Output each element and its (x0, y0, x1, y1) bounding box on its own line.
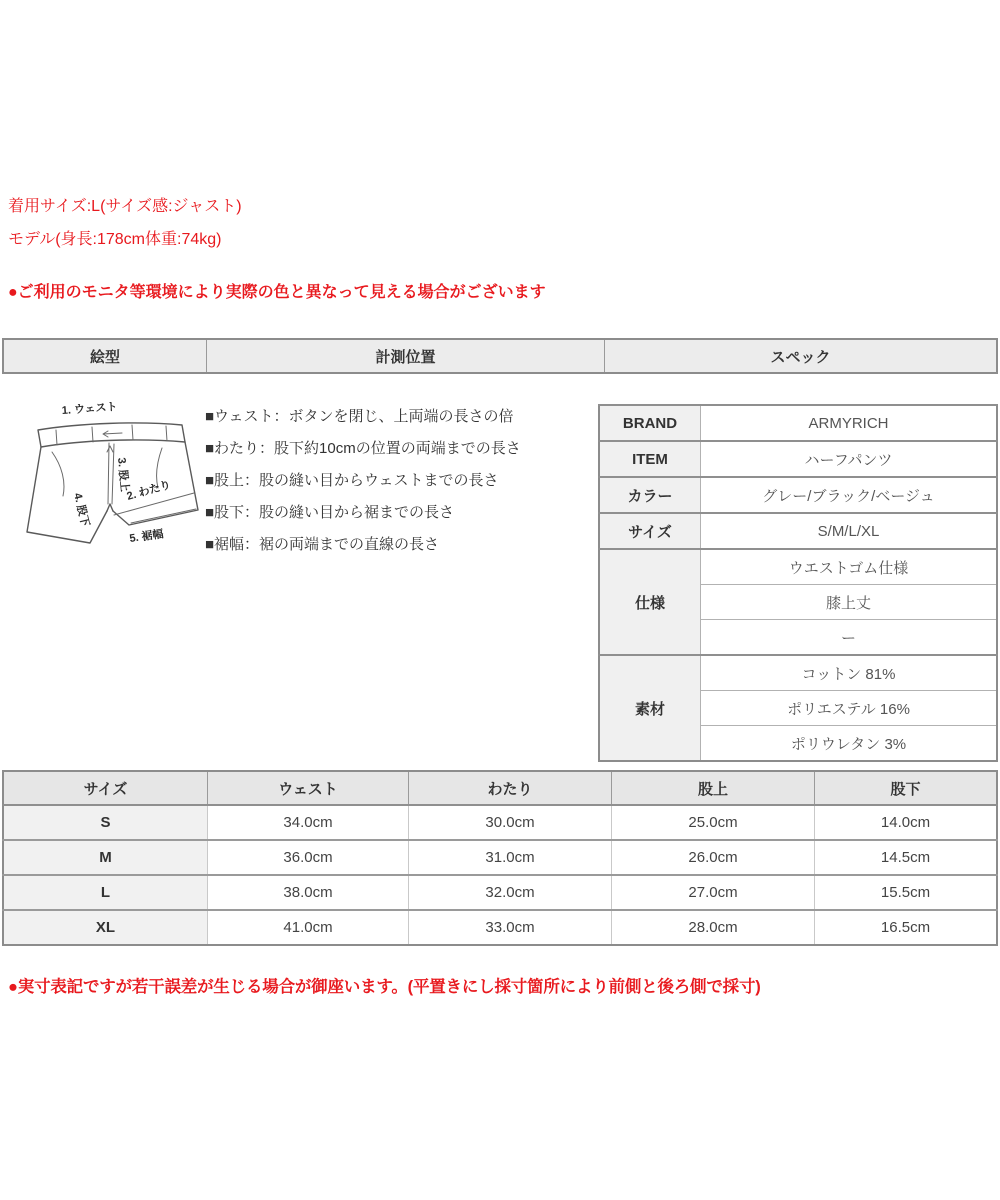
spec-label: 素材 (599, 655, 701, 761)
spec-value: グレー/ブラック/ベージュ (701, 477, 998, 513)
spec-value: 膝上丈 (701, 585, 998, 620)
size-cell: 15.5cm (815, 875, 998, 910)
left-leg-outline (27, 447, 107, 543)
size-cell: 26.0cm (612, 840, 815, 875)
measurement-note: ■裾幅：裾の両端までの直線の長さ (205, 536, 440, 553)
model-info-line: モデル(身長:178cm体重:74kg) (8, 231, 222, 248)
spec-row-color (599, 477, 997, 513)
label-hem-width: 5. 裾幅 (128, 528, 165, 545)
spec-table (598, 404, 998, 762)
monitor-color-note: ●ご利用のモニタ等環境により実際の色と異なって見える場合がございます (8, 284, 546, 301)
spec-value: コットン 81% (701, 655, 998, 691)
size-cell: 30.0cm (409, 805, 612, 840)
hem-line (131, 509, 196, 523)
spec-value: ARMYRICH (701, 405, 998, 441)
size-cell: 32.0cm (409, 875, 612, 910)
size-row-label: XL (3, 910, 208, 945)
wearing-size-notes (8, 190, 242, 256)
waist-arrow (103, 431, 122, 437)
spec-label: カラー (599, 477, 701, 513)
spec-label: BRAND (599, 405, 701, 441)
size-cell: 34.0cm (208, 805, 409, 840)
spec-row-material (599, 655, 997, 691)
size-row-l (3, 875, 997, 910)
label-rise: 3. 股上 (115, 457, 131, 493)
measurement-note: ■股下：股の縫い目から裾までの長さ (205, 504, 455, 521)
waistband-outline (38, 423, 185, 447)
size-row-xl (3, 910, 997, 945)
spec-label: ITEM (599, 441, 701, 477)
size-cell: 31.0cm (409, 840, 612, 875)
measure-header-bar (2, 338, 998, 374)
measurement-accuracy-note: ●実寸表記ですが若干誤差が生じる場合が御座います。(平置きにし採寸箇所により前側と後ろ側で採寸) (8, 978, 761, 996)
size-cell: 14.5cm (815, 840, 998, 875)
spec-value: ウエストゴム仕様 (701, 549, 998, 585)
size-row-label: L (3, 875, 208, 910)
size-col-header: 股上 (612, 771, 815, 805)
shorts-diagram (10, 390, 210, 562)
size-row-m (3, 840, 997, 875)
spec-value: ー (701, 620, 998, 656)
column-header-measure-position: 計測位置 (207, 339, 605, 373)
belt-loops (56, 425, 167, 445)
spec-value: S/M/L/XL (701, 513, 998, 549)
rise-arrow (107, 446, 113, 452)
size-chart-table (2, 770, 998, 946)
size-col-header: ウェスト (208, 771, 409, 805)
label-watari: 2. わたり (125, 478, 173, 503)
spec-row-size (599, 513, 997, 549)
size-chart-header-row (3, 771, 997, 805)
spec-value: ポリウレタン 3% (701, 726, 998, 762)
size-cell: 25.0cm (612, 805, 815, 840)
measurement-descriptions (205, 406, 605, 566)
size-cell: 28.0cm (612, 910, 815, 945)
size-col-header: サイズ (3, 771, 208, 805)
size-row-label: M (3, 840, 208, 875)
spec-label: 仕様 (599, 549, 701, 655)
size-cell: 14.0cm (815, 805, 998, 840)
column-header-spec: スペック (605, 339, 998, 373)
measurement-note: ■わたり：股下約10cmの位置の両端までの長さ (205, 440, 521, 457)
size-cell: 41.0cm (208, 910, 409, 945)
spec-value: ハーフパンツ (701, 441, 998, 477)
spec-row-brand (599, 405, 997, 441)
size-col-header: わたり (409, 771, 612, 805)
measurement-note: ■ウェスト：ボタンを閉じ、上両端の長さの倍 (205, 408, 514, 425)
measurement-note: ■股上：股の縫い目からウェストまでの長さ (205, 472, 499, 489)
label-waist: 1. ウェスト (61, 401, 118, 417)
size-cell: 16.5cm (815, 910, 998, 945)
size-cell: 27.0cm (612, 875, 815, 910)
crotch-seam (107, 504, 113, 511)
size-cell: 36.0cm (208, 840, 409, 875)
measure-header-row (3, 339, 997, 373)
spec-row-features (599, 549, 997, 585)
shorts-diagram-svg (10, 390, 210, 562)
size-col-header: 股下 (815, 771, 998, 805)
spec-label: サイズ (599, 513, 701, 549)
size-row-label: S (3, 805, 208, 840)
spec-row-item (599, 441, 997, 477)
spec-value: ポリエステル 16% (701, 691, 998, 726)
size-cell: 38.0cm (208, 875, 409, 910)
column-header-drawing: 絵型 (3, 339, 207, 373)
size-cell: 33.0cm (409, 910, 612, 945)
size-row-s (3, 805, 997, 840)
label-inseam: 4. 股下 (71, 491, 92, 528)
wearing-size-line: 着用サイズ:L(サイズ感:ジャスト) (8, 198, 242, 215)
